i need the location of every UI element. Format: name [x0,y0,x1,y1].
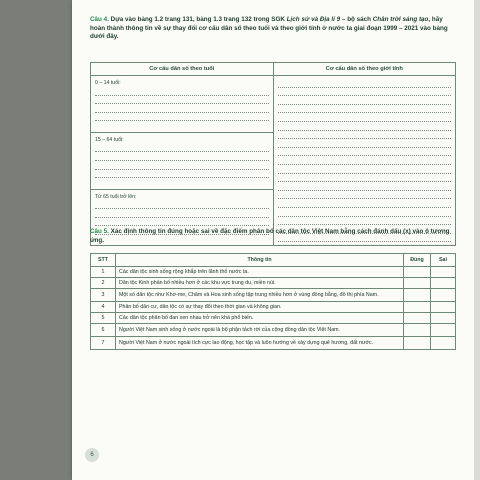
answer-line[interactable] [278,182,452,191]
false-checkbox[interactable] [431,313,456,324]
age-group-65-plus: Từ 65 tuổi trở lên: [95,193,137,200]
answer-line[interactable] [95,201,269,210]
answer-line[interactable] [278,199,452,208]
question-4-series: Chân trời sáng tạo [372,16,429,23]
answer-line[interactable] [95,209,269,218]
row-statement: Một số dân tộc như Khơ-me, Chăm và Hoa sinh sống tập trung nhiều hơn ở vùng đồng bằng, đô thị phía Nam. [116,289,404,302]
row-number: 5 [91,313,116,324]
answer-line[interactable] [278,217,452,226]
answer-line[interactable] [278,131,452,140]
row-number: 1 [91,267,116,278]
answer-line[interactable] [278,113,452,122]
question-4-text-a: Dựa vào bảng 1.2 trang 131, bảng 1.3 trang 132 trong SGK [110,16,287,23]
false-checkbox[interactable] [431,289,456,302]
answer-line[interactable] [278,191,452,200]
answer-line[interactable] [278,165,452,174]
answer-line[interactable] [278,156,452,165]
answer-line[interactable] [278,105,452,114]
question-4-text-c: , hãy hoàn thành thông tin về sự thay đổi cơ cấu dân số theo tuổi và theo giới tính ở nước ta giai đoạn 1999 – 2021 vào bảng dưới đây. [90,16,448,41]
question-5-label: Câu 5. [90,228,109,235]
false-checkbox[interactable] [431,302,456,313]
row-statement: Người Việt Nam sinh sống ở nước ngoài là bộ phận tách rời của cộng đồng dân tộc Việt Nam. [116,324,404,337]
table-row [91,267,456,278]
answer-line[interactable] [95,161,269,170]
row-statement: Dân tộc Kinh phân bố nhiều hơn ở các khu vực trung du, miền núi. [116,278,404,289]
row-statement: Người Việt Nam ở nước ngoài tích cực lao động, học tập và luôn hướng về xây dựng quê hương, đất nước. [116,337,404,350]
table-row [91,324,456,337]
answer-line[interactable] [95,218,269,227]
false-checkbox[interactable] [431,324,456,337]
false-checkbox[interactable] [431,278,456,289]
answer-line[interactable] [278,88,452,97]
answer-line[interactable] [278,122,452,131]
true-checkbox[interactable] [404,324,431,337]
table1-header-age: Cơ cấu dân số theo tuổi [91,63,274,76]
row-statement: Các dân tộc sinh sống rộng khắp trên lãnh thổ nước ta. [116,267,404,278]
false-checkbox[interactable] [431,337,456,350]
true-checkbox[interactable] [404,337,431,350]
page-edge [474,0,480,480]
page-number: 6 [85,448,99,462]
table-row [91,337,456,350]
table2-header-info: Thông tin [116,254,404,267]
age-group-0-14: 0 – 14 tuổi: [95,80,121,86]
table1-header-gender: Cơ cấu dân số theo giới tính [273,63,456,76]
true-checkbox[interactable] [404,302,431,313]
question-4-book-title: Lịch sử và Địa lí 9 [286,16,341,23]
table-row [91,313,456,324]
true-checkbox[interactable] [404,267,431,278]
table2-header-stt: STT [91,254,116,267]
question-4-text-b: – bộ sách [340,16,373,23]
answer-line[interactable] [95,113,269,122]
table-row [91,278,456,289]
table-row [91,289,456,302]
answer-line[interactable] [278,96,452,105]
table1-gender-cell[interactable] [273,76,456,246]
row-number: 7 [91,337,116,350]
question-4 [90,16,458,42]
answer-line[interactable] [278,79,452,88]
true-checkbox[interactable] [404,313,431,324]
answer-line[interactable] [278,148,452,157]
row-number: 2 [91,278,116,289]
answer-line[interactable] [95,96,269,105]
answer-line[interactable] [95,87,269,96]
row-number: 6 [91,324,116,337]
row-number: 4 [91,302,116,313]
answer-line[interactable] [278,139,452,148]
row-number: 3 [91,289,116,302]
question-5 [90,228,458,245]
table2-header-false: Sai [431,254,456,267]
age-group-15-64: 15 – 64 tuổi: [95,136,124,143]
question-4-label: Câu 4. [90,16,109,23]
true-checkbox[interactable] [404,289,431,302]
table1-age-cell-2[interactable] [91,132,274,189]
answer-line[interactable] [95,144,269,153]
table2-header-true: Đúng [404,254,431,267]
ethnic-distribution-table [90,253,456,350]
table-row [91,302,456,313]
population-structure-table [90,62,456,246]
question-5-text: Xác định thông tin đúng hoặc sai về đặc điểm phân bố các dân tộc Việt Nam bằng cách đánh dấu (x) vào ô tương ứng. [90,228,450,244]
answer-line[interactable] [95,104,269,113]
answer-line[interactable] [95,152,269,161]
answer-line[interactable] [278,208,452,217]
true-checkbox[interactable] [404,278,431,289]
row-statement: Các dân tộc phân bố đan xen nhau trở nên khá phổ biến. [116,313,404,324]
row-statement: Phân bố dân cư, dân tộc có sự thay đổi theo thời gian và không gian. [116,302,404,313]
answer-line[interactable] [278,174,452,183]
workbook-page [72,0,474,480]
table1-age-cell-1[interactable] [91,76,274,133]
false-checkbox[interactable] [431,267,456,278]
answer-line[interactable] [95,170,269,179]
